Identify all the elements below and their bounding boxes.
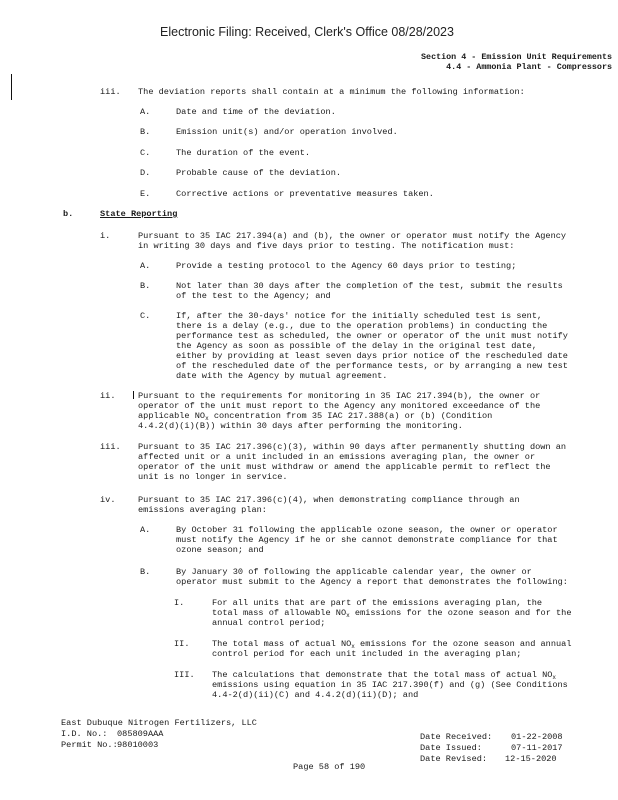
list-letter: B. [140,281,151,291]
section-header-line2: 4.4 - Ammonia Plant - Compressors [446,62,612,72]
paragraph-line: Pursuant to 35 IAC 217.396(c)(4), when demonstrating compliance through an [138,495,520,505]
list-letter: C. [140,311,151,321]
date-revised-value: 12-15-2020 [505,754,557,764]
permit-label: Permit No.: [61,740,118,750]
paragraph-line: By January 30 of following the applicable calendar year, the owner or [176,567,532,577]
paragraph-line: operator of the unit must report to the Agency any monitored exceedance of the [138,401,541,411]
list-letter: A. [140,261,151,271]
paragraph-line: in writing 30 days and five days prior to testing. The notification must: [138,241,515,251]
paragraph-line: The total mass of actual $NO_x$ emissions for the ozone season and annual [212,639,572,650]
margin-tick [133,391,134,399]
paragraph-line: By October 31 following the applicable ozone season, the owner or operator [176,525,558,535]
list-letter: E. [140,189,151,199]
date-issued-label: Date Issued: [420,743,482,753]
paragraph-line: of the rescheduled date of the performance tests, or by arranging a new test [176,361,568,371]
paragraph-line: emissions averaging plan: [138,505,267,515]
item-number: iv. [100,495,116,505]
id-value: 085809AAA [117,729,164,739]
permit-value: 98010003 [117,740,159,750]
paragraph-line: unit is no longer in service. [138,472,288,482]
date-issued-value: 07-11-2017 [511,743,563,753]
paragraph-line: affected unit or a unit included in an emissions averaging plan, the owner or [138,452,536,462]
paragraph-line: emissions using equation in 35 IAC 217.390(f) and (g) (See Conditions [212,680,568,690]
date-revised-label: Date Revised: [420,754,488,764]
paragraph-line: control period for each unit included in the averaging plan; [212,649,522,659]
date-received-label: Date Received: [420,732,493,742]
electronic-filing-stamp: Electronic Filing: Received, Clerk's Office 08/28/2023 [160,25,454,39]
paragraph-line: Provide a testing protocol to the Agency 60 days prior to testing; [176,261,517,271]
paragraph-line: there is a delay (e.g., due to the operation problems) in conducting the [176,321,548,331]
item-number: iii. [100,87,121,97]
paragraph-line: 4.4-2(d)(ii)(C) and 4.4.2(d)(ii)(D); and [212,690,419,700]
roman-numeral: I. [174,598,185,608]
paragraph-line: operator must submit to the Agency a report that demonstrates the following: [176,577,568,587]
margin-rule [11,74,12,100]
paragraph-line: For all units that are part of the emissions averaging plan, the [212,598,543,608]
paragraph-line: the Agency as soon as possible of the delay in the original test date, [176,341,537,351]
paragraph-line: If, after the 30-days' notice for the initially scheduled test is sent, [176,311,543,321]
item-number: i. [100,231,111,241]
paragraph-line: total mass of allowable $NO_x$ emissions for the ozone season and for the [212,608,572,619]
list-item: Date and time of the deviation. [176,107,336,117]
paragraph-line: applicable $NO_x$ concentration from 35 IAC 217.388(a) or (b) (Condition [138,411,493,422]
paragraph-line: Pursuant to 35 IAC 217.396(c)(3), within 90 days after permanently shutting down an [138,442,567,452]
list-item: Probable cause of the deviation. [176,168,342,178]
list-item: Emission unit(s) and/or operation involved. [176,127,398,137]
paragraph-line: ozone season; and [176,545,264,555]
date-received-value: 01-22-2008 [511,732,563,742]
paragraph-line: annual control period; [212,618,326,628]
item-number: ii. [100,391,116,401]
paragraph-line: Not later than 30 days after the completion of the test, submit the results [176,281,563,291]
paragraph-line: 4.4.2(d)(i)(B)) within 30 days after performing the monitoring. [138,421,463,431]
paragraph-line: operator of the unit must withdraw or amend the applicable permit to reflect the [138,462,551,472]
section-header-line1: Section 4 - Emission Unit Requirements [421,52,612,62]
paragraph-line: must notify the Agency if he or she cannot demonstrate compliance for that [176,535,558,545]
company-name: East Dubuque Nitrogen Fertilizers, LLC [61,718,257,728]
id-label: I.D. No.: [61,729,108,739]
list-letter: C. [140,148,151,158]
list-item: The duration of the event. [176,148,311,158]
roman-numeral: III. [174,670,195,680]
roman-numeral: II. [174,639,190,649]
list-item: Corrective actions or preventative measures taken. [176,189,434,199]
paragraph-line: of the test to the Agency; and [176,291,331,301]
list-letter: A. [140,107,151,117]
paragraph-line: either by providing at least seven days prior notice of the rescheduled date [176,351,568,361]
paragraph-line: Pursuant to 35 IAC 217.394(a) and (b), the owner or operator must notify the Agency [138,231,567,241]
paragraph-line: performance test as scheduled, the owner or operator of the unit must notify [176,331,568,341]
paragraph-line: The calculations that demonstrate that the total mass of actual $NO_x$ [212,670,556,681]
list-letter: B. [140,127,151,137]
paragraph-text: The deviation reports shall contain at a minimum the following information: [138,87,525,97]
item-number: iii. [100,442,121,452]
paragraph-line: Pursuant to the requirements for monitoring in 35 IAC 217.394(b), the owner or [138,391,541,401]
paragraph-line: date with the Agency by mutual agreement. [176,371,388,381]
list-letter: D. [140,168,151,178]
list-letter: B. [140,567,151,577]
page-number: Page 58 of 190 [293,762,366,772]
section-title: State Reporting [100,209,178,219]
list-letter: A. [140,525,151,535]
section-letter: b. [63,209,74,219]
